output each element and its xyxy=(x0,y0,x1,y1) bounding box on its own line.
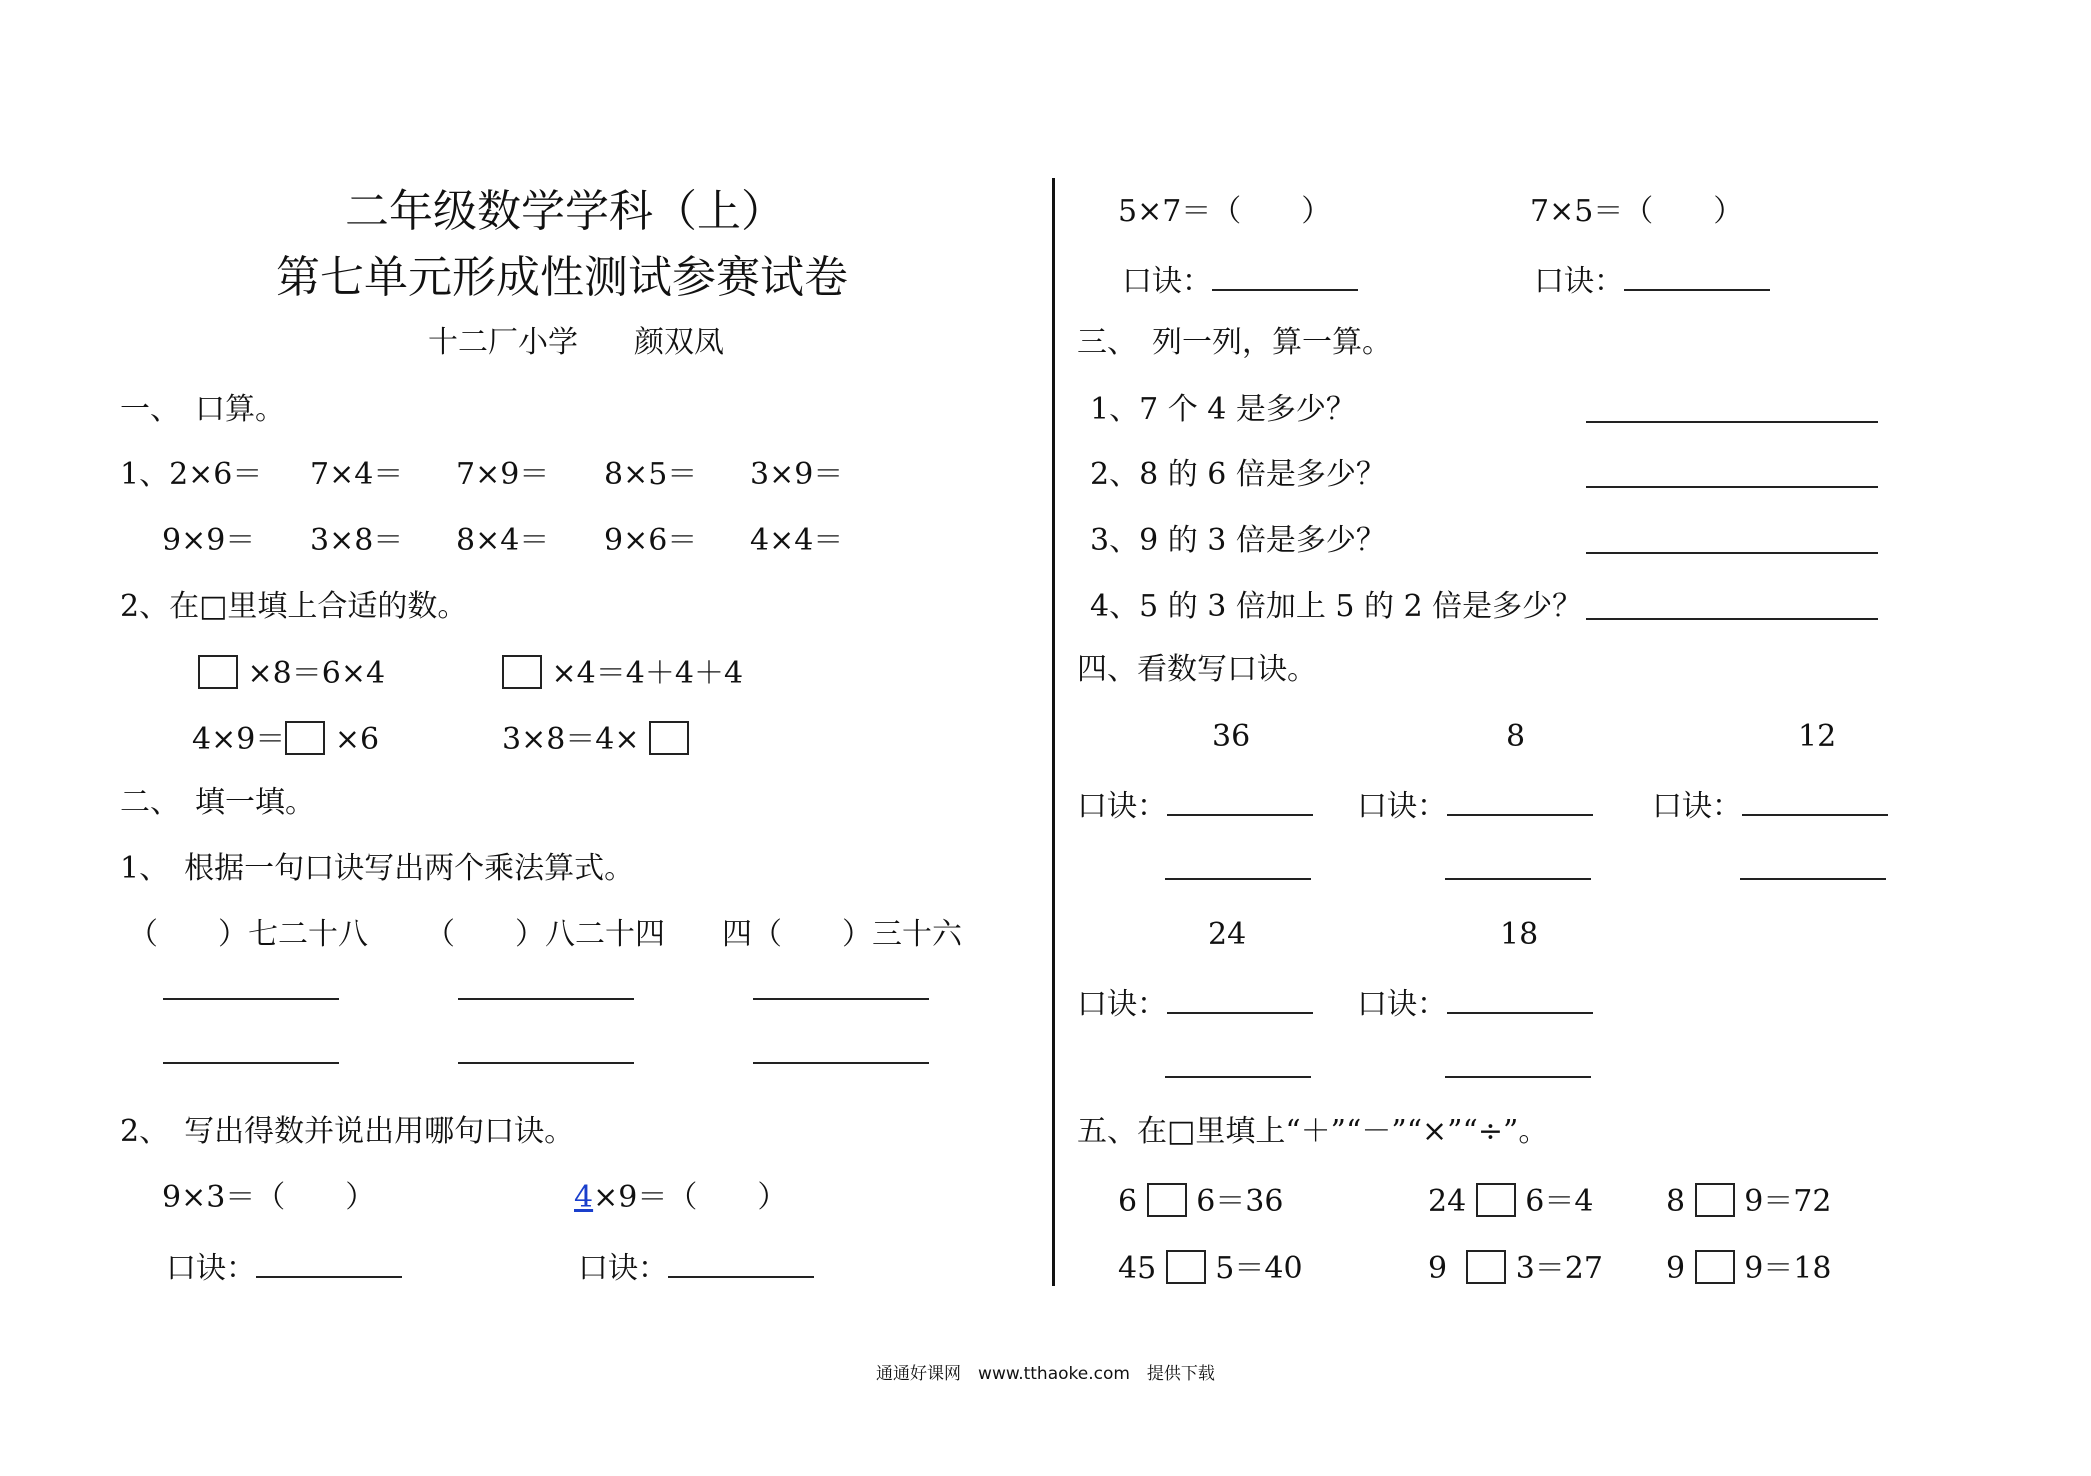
koujue-row: 口诀： xyxy=(1077,788,1313,822)
link-4[interactable]: 4 xyxy=(574,1180,594,1215)
koujue-item-1: （ ）七二十八 xyxy=(128,917,368,952)
page-title: 二年级数学学科（上） xyxy=(345,186,785,237)
footer-credit: 通通好课网 www.tthaoke.com 提供下载 xyxy=(876,1364,1215,1384)
question-fill-boxes: 2、在□里填上合适的数。 xyxy=(120,589,468,624)
answer-line[interactable] xyxy=(1165,1076,1311,1078)
operator-equation: 45 5＝40 xyxy=(1118,1251,1303,1286)
answer-line[interactable] xyxy=(1586,618,1878,620)
fill-equation-a: ×8＝6×4 xyxy=(198,655,385,689)
oral-calc-5: 3×9＝ xyxy=(750,457,844,492)
answer-line[interactable] xyxy=(1165,878,1311,880)
fill-equation-c: 4×9＝ ×6 xyxy=(192,722,380,757)
question-koujue-to-formula: 1、 根据一句口诀写出两个乘法算式。 xyxy=(120,851,635,886)
calc-item-3: 5×7＝（ ） xyxy=(1118,194,1332,229)
operator-box[interactable] xyxy=(1695,1250,1735,1284)
oral-calc-8: 8×4＝ xyxy=(456,523,550,558)
answer-line[interactable] xyxy=(1447,986,1593,1014)
operator-equation: 6 6＝36 xyxy=(1118,1184,1284,1219)
operator-box[interactable] xyxy=(1695,1183,1735,1217)
operator-equation: 24 6＝4 xyxy=(1428,1184,1594,1219)
answer-box[interactable] xyxy=(502,655,542,689)
answer-line[interactable] xyxy=(1212,263,1358,291)
section-1-heading: 一、 口算。 xyxy=(120,392,285,427)
oral-calc-9: 9×6＝ xyxy=(604,523,698,558)
word-problem-2: 2、8 的 6 倍是多少？ xyxy=(1090,457,1386,492)
koujue-row: 口诀： xyxy=(1534,263,1770,297)
answer-line[interactable] xyxy=(1167,788,1313,816)
word-problem-1: 1、7 个 4 是多少？ xyxy=(1090,392,1356,427)
operator-box[interactable] xyxy=(1147,1183,1187,1217)
word-problem-4: 4、5 的 3 倍加上 5 的 2 倍是多少？ xyxy=(1090,589,1583,624)
operator-box[interactable] xyxy=(1166,1250,1206,1284)
number-8: 8 xyxy=(1506,719,1526,754)
answer-line[interactable] xyxy=(1740,878,1886,880)
answer-line[interactable] xyxy=(1447,788,1593,816)
answer-line[interactable] xyxy=(1586,486,1878,488)
oral-calc-7: 3×8＝ xyxy=(310,523,404,558)
koujue-row: 口诀： xyxy=(1652,788,1888,822)
koujue-row: 口诀： xyxy=(1077,986,1313,1020)
number-18: 18 xyxy=(1500,917,1539,952)
answer-line[interactable] xyxy=(753,998,929,1000)
answer-line[interactable] xyxy=(1445,1076,1591,1078)
fill-equation-b: ×4＝4＋4＋4 xyxy=(502,655,743,689)
answer-line[interactable] xyxy=(1167,986,1313,1014)
answer-line[interactable] xyxy=(163,998,339,1000)
answer-line[interactable] xyxy=(668,1250,814,1278)
answer-line[interactable] xyxy=(1586,421,1878,423)
oral-calc-4: 8×5＝ xyxy=(604,457,698,492)
koujue-item-3: 四（ ）三十六 xyxy=(722,917,962,952)
word-problem-3: 3、9 的 3 倍是多少？ xyxy=(1090,523,1386,558)
answer-box[interactable] xyxy=(285,721,325,755)
oral-calc-6: 9×9＝ xyxy=(162,523,256,558)
operator-equation: 9 9＝18 xyxy=(1666,1251,1832,1286)
answer-line[interactable] xyxy=(753,1062,929,1064)
answer-line[interactable] xyxy=(1742,788,1888,816)
koujue-row: 口诀： xyxy=(1122,263,1358,297)
answer-box[interactable] xyxy=(198,655,238,689)
answer-line[interactable] xyxy=(1624,263,1770,291)
oral-calc-3: 7×9＝ xyxy=(456,457,550,492)
koujue-row: 口诀： xyxy=(1357,986,1593,1020)
column-divider xyxy=(1052,178,1055,1286)
operator-box[interactable] xyxy=(1466,1250,1506,1284)
page-subtitle: 第七单元形成性测试参赛试卷 xyxy=(276,252,848,303)
koujue-item-2: （ ）八二十四 xyxy=(425,917,665,952)
answer-line[interactable] xyxy=(163,1062,339,1064)
answer-line[interactable] xyxy=(458,998,634,1000)
koujue-row: 口诀： xyxy=(578,1250,814,1284)
section-5-heading: 五、在□里填上“＋”“－”“×”“÷”。 xyxy=(1077,1114,1549,1149)
answer-box[interactable] xyxy=(649,721,689,755)
oral-calc-2: 7×4＝ xyxy=(310,457,404,492)
number-36: 36 xyxy=(1212,719,1251,754)
author-name: 颜双凤 xyxy=(634,325,724,360)
oral-calc-10: 4×4＝ xyxy=(750,523,844,558)
number-12: 12 xyxy=(1798,719,1837,754)
section-3-heading: 三、 列一列，算一算。 xyxy=(1077,325,1392,360)
question-result-koujue: 2、 写出得数并说出用哪句口诀。 xyxy=(120,1114,575,1149)
operator-box[interactable] xyxy=(1476,1183,1516,1217)
koujue-row: 口诀： xyxy=(166,1250,402,1284)
fill-equation-d: 3×8＝4× xyxy=(502,721,689,755)
answer-line[interactable] xyxy=(1445,878,1591,880)
operator-equation: 9 3＝27 xyxy=(1428,1251,1603,1286)
oral-calc-1: 1、2×6＝ xyxy=(120,457,263,492)
operator-equation: 8 9＝72 xyxy=(1666,1184,1832,1219)
calc-item-1: 9×3＝（ ） xyxy=(162,1180,376,1215)
answer-line[interactable] xyxy=(256,1250,402,1278)
calc-item-2: 4×9＝（ ） xyxy=(574,1180,788,1215)
answer-line[interactable] xyxy=(458,1062,634,1064)
number-24: 24 xyxy=(1208,917,1247,952)
school-name: 十二厂小学 xyxy=(428,325,578,360)
section-4-heading: 四、看数写口诀。 xyxy=(1077,652,1317,687)
answer-line[interactable] xyxy=(1586,552,1878,554)
calc-item-4: 7×5＝（ ） xyxy=(1530,194,1744,229)
koujue-row: 口诀： xyxy=(1357,788,1593,822)
section-2-heading: 二、 填一填。 xyxy=(120,785,315,820)
